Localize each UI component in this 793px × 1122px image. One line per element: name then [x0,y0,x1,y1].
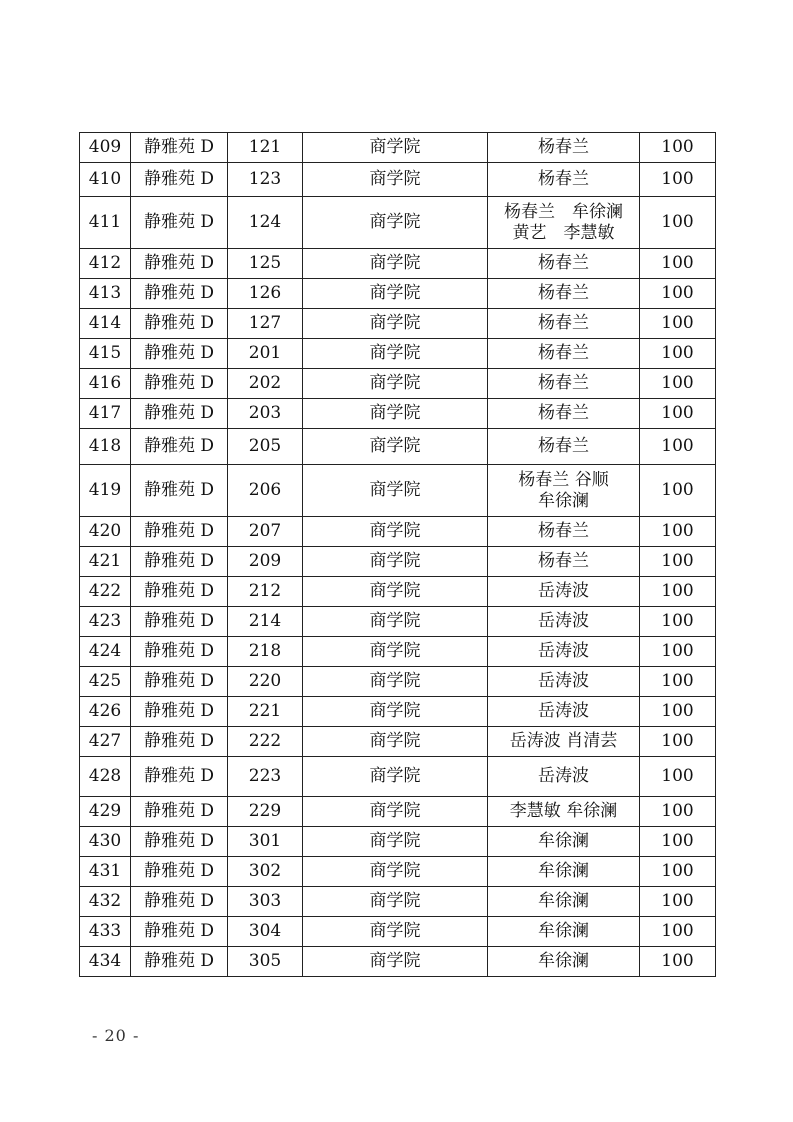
building-cell: 静雅苑 D [131,547,228,577]
advisor-names-cell [488,697,640,727]
table-row [80,577,716,607]
advisor-names-cell [488,133,640,163]
advisor-names-cell [488,399,640,429]
score-cell: 100 [640,399,716,429]
row-number-cell: 411 [80,197,131,249]
row-number-cell: 420 [80,517,131,547]
table-row [80,917,716,947]
room-cell: 202 [228,369,303,399]
college-cell: 商学院 [303,429,488,465]
table-row [80,947,716,977]
row-number-cell: 427 [80,727,131,757]
advisor-names-cell [488,797,640,827]
room-cell: 123 [228,163,303,197]
table-row [80,637,716,667]
advisor-names-cell [488,369,640,399]
row-number-cell: 429 [80,797,131,827]
advisor-names-cell [488,465,640,517]
score-cell: 100 [640,917,716,947]
table-row [80,887,716,917]
advisor-name-line: 岳涛波 肖清芸 [509,731,618,751]
building-cell: 静雅苑 D [131,429,228,465]
advisor-names-cell [488,547,640,577]
room-cell: 301 [228,827,303,857]
advisor-names-cell [488,517,640,547]
score-cell: 100 [640,339,716,369]
table-row [80,197,716,249]
table-row [80,797,716,827]
room-cell: 127 [228,309,303,339]
score-cell: 100 [640,429,716,465]
college-cell: 商学院 [303,133,488,163]
table-row [80,339,716,369]
building-cell: 静雅苑 D [131,637,228,667]
college-cell: 商学院 [303,399,488,429]
college-cell: 商学院 [303,163,488,197]
building-cell: 静雅苑 D [131,369,228,399]
building-cell: 静雅苑 D [131,279,228,309]
score-cell: 100 [640,465,716,517]
row-number-cell: 414 [80,309,131,339]
score-cell: 100 [640,667,716,697]
college-cell: 商学院 [303,547,488,577]
advisor-name-line: 杨春兰 [538,283,589,303]
college-cell: 商学院 [303,249,488,279]
score-cell: 100 [640,607,716,637]
row-number-cell: 418 [80,429,131,465]
table-row [80,163,716,197]
row-number-cell: 423 [80,607,131,637]
row-number-cell: 409 [80,133,131,163]
advisor-names-cell [488,727,640,757]
score-cell: 100 [640,887,716,917]
table-row [80,697,716,727]
building-cell: 静雅苑 D [131,163,228,197]
room-cell: 303 [228,887,303,917]
score-cell: 100 [640,797,716,827]
advisor-name-line: 牟徐澜 [538,861,589,881]
building-cell: 静雅苑 D [131,857,228,887]
college-cell: 商学院 [303,309,488,339]
advisor-name-line: 岳涛波 [538,671,589,691]
row-number-cell: 428 [80,757,131,797]
score-cell: 100 [640,727,716,757]
room-cell: 207 [228,517,303,547]
advisor-names-cell [488,857,640,887]
table-row [80,309,716,339]
advisor-name-line: 岳涛波 [538,611,589,631]
college-cell: 商学院 [303,667,488,697]
advisor-name-line: 杨春兰 [538,253,589,273]
score-cell: 100 [640,637,716,667]
advisor-name-line: 杨春兰 [538,373,589,393]
table-row [80,667,716,697]
score-cell: 100 [640,857,716,887]
building-cell: 静雅苑 D [131,577,228,607]
advisor-name-line: 岳涛波 [538,766,589,786]
score-cell: 100 [640,163,716,197]
score-cell: 100 [640,369,716,399]
advisor-name-line: 杨春兰 牟徐澜 [504,201,623,222]
room-cell: 212 [228,577,303,607]
advisor-name-line: 牟徐澜 [538,891,589,911]
advisor-name-line: 牟徐澜 [538,921,589,941]
college-cell: 商学院 [303,637,488,667]
table-row [80,757,716,797]
room-cell: 214 [228,607,303,637]
college-cell: 商学院 [303,857,488,887]
advisor-names-cell [488,947,640,977]
college-cell: 商学院 [303,577,488,607]
room-cell: 205 [228,429,303,465]
building-cell: 静雅苑 D [131,249,228,279]
row-number-cell: 421 [80,547,131,577]
dormitory-score-table [79,132,716,977]
score-cell: 100 [640,547,716,577]
advisor-name-line: 杨春兰 [538,343,589,363]
room-cell: 304 [228,917,303,947]
row-number-cell: 431 [80,857,131,887]
room-cell: 206 [228,465,303,517]
building-cell: 静雅苑 D [131,399,228,429]
room-cell: 209 [228,547,303,577]
room-cell: 121 [228,133,303,163]
row-number-cell: 434 [80,947,131,977]
row-number-cell: 432 [80,887,131,917]
advisor-names-cell [488,887,640,917]
score-cell: 100 [640,517,716,547]
advisor-name-line: 杨春兰 [538,169,589,189]
room-cell: 221 [228,697,303,727]
page-number: - 20 - [92,1026,140,1045]
row-number-cell: 425 [80,667,131,697]
college-cell: 商学院 [303,697,488,727]
advisor-names-cell [488,429,640,465]
college-cell: 商学院 [303,465,488,517]
score-cell: 100 [640,947,716,977]
advisor-names-cell [488,197,640,249]
room-cell: 223 [228,757,303,797]
table-row [80,517,716,547]
row-number-cell: 419 [80,465,131,517]
advisor-name-line: 杨春兰 [538,313,589,333]
advisor-names-cell [488,249,640,279]
college-cell: 商学院 [303,797,488,827]
table-row [80,249,716,279]
advisor-names-cell [488,577,640,607]
advisor-name-line: 岳涛波 [538,701,589,721]
row-number-cell: 417 [80,399,131,429]
table-row [80,465,716,517]
score-cell: 100 [640,577,716,607]
row-number-cell: 430 [80,827,131,857]
score-cell: 100 [640,697,716,727]
room-cell: 125 [228,249,303,279]
row-number-cell: 416 [80,369,131,399]
table-row [80,133,716,163]
row-number-cell: 426 [80,697,131,727]
advisor-name-line: 牟徐澜 [538,490,589,511]
building-cell: 静雅苑 D [131,607,228,637]
advisor-name-line: 杨春兰 [538,521,589,541]
college-cell: 商学院 [303,887,488,917]
advisor-names-cell [488,667,640,697]
advisor-name-line: 岳涛波 [538,641,589,661]
score-cell: 100 [640,197,716,249]
building-cell: 静雅苑 D [131,517,228,547]
building-cell: 静雅苑 D [131,339,228,369]
building-cell: 静雅苑 D [131,757,228,797]
score-cell: 100 [640,249,716,279]
advisor-names-cell [488,607,640,637]
advisor-name-line: 杨春兰 [538,137,589,157]
building-cell: 静雅苑 D [131,697,228,727]
college-cell: 商学院 [303,727,488,757]
row-number-cell: 410 [80,163,131,197]
college-cell: 商学院 [303,917,488,947]
building-cell: 静雅苑 D [131,667,228,697]
building-cell: 静雅苑 D [131,465,228,517]
advisor-name-line: 杨春兰 [538,551,589,571]
table-row [80,607,716,637]
college-cell: 商学院 [303,517,488,547]
building-cell: 静雅苑 D [131,797,228,827]
college-cell: 商学院 [303,607,488,637]
advisor-names-cell [488,279,640,309]
advisor-names-cell [488,309,640,339]
building-cell: 静雅苑 D [131,917,228,947]
room-cell: 220 [228,667,303,697]
table-row [80,857,716,887]
building-cell: 静雅苑 D [131,887,228,917]
table-row [80,547,716,577]
college-cell: 商学院 [303,947,488,977]
room-cell: 203 [228,399,303,429]
advisor-name-line: 牟徐澜 [538,831,589,851]
college-cell: 商学院 [303,757,488,797]
college-cell: 商学院 [303,197,488,249]
building-cell: 静雅苑 D [131,197,228,249]
score-cell: 100 [640,279,716,309]
table-row [80,279,716,309]
table-body [80,133,716,977]
room-cell: 229 [228,797,303,827]
college-cell: 商学院 [303,339,488,369]
advisor-name-line: 牟徐澜 [538,951,589,971]
advisor-names-cell [488,827,640,857]
row-number-cell: 422 [80,577,131,607]
row-number-cell: 433 [80,917,131,947]
advisor-name-line: 岳涛波 [538,581,589,601]
row-number-cell: 413 [80,279,131,309]
room-cell: 218 [228,637,303,667]
advisor-names-cell [488,637,640,667]
table-row [80,369,716,399]
advisor-names-cell [488,757,640,797]
table-row [80,399,716,429]
score-cell: 100 [640,133,716,163]
score-cell: 100 [640,757,716,797]
advisor-names-cell [488,917,640,947]
row-number-cell: 415 [80,339,131,369]
building-cell: 静雅苑 D [131,727,228,757]
advisor-names-cell [488,339,640,369]
building-cell: 静雅苑 D [131,947,228,977]
row-number-cell: 412 [80,249,131,279]
college-cell: 商学院 [303,827,488,857]
row-number-cell: 424 [80,637,131,667]
score-cell: 100 [640,309,716,339]
room-cell: 305 [228,947,303,977]
advisor-name-line: 李慧敏 牟徐澜 [509,801,618,821]
building-cell: 静雅苑 D [131,309,228,339]
advisor-name-line: 杨春兰 谷顺 [518,469,609,490]
advisor-names-cell [488,163,640,197]
building-cell: 静雅苑 D [131,827,228,857]
advisor-name-line: 杨春兰 [538,436,589,456]
room-cell: 126 [228,279,303,309]
table-row [80,429,716,465]
table-row [80,727,716,757]
advisor-name-line: 黄艺 李慧敏 [512,222,615,243]
advisor-name-line: 杨春兰 [538,403,589,423]
room-cell: 302 [228,857,303,887]
table-row [80,827,716,857]
building-cell: 静雅苑 D [131,133,228,163]
room-cell: 201 [228,339,303,369]
college-cell: 商学院 [303,279,488,309]
college-cell: 商学院 [303,369,488,399]
room-cell: 222 [228,727,303,757]
score-cell: 100 [640,827,716,857]
room-cell: 124 [228,197,303,249]
